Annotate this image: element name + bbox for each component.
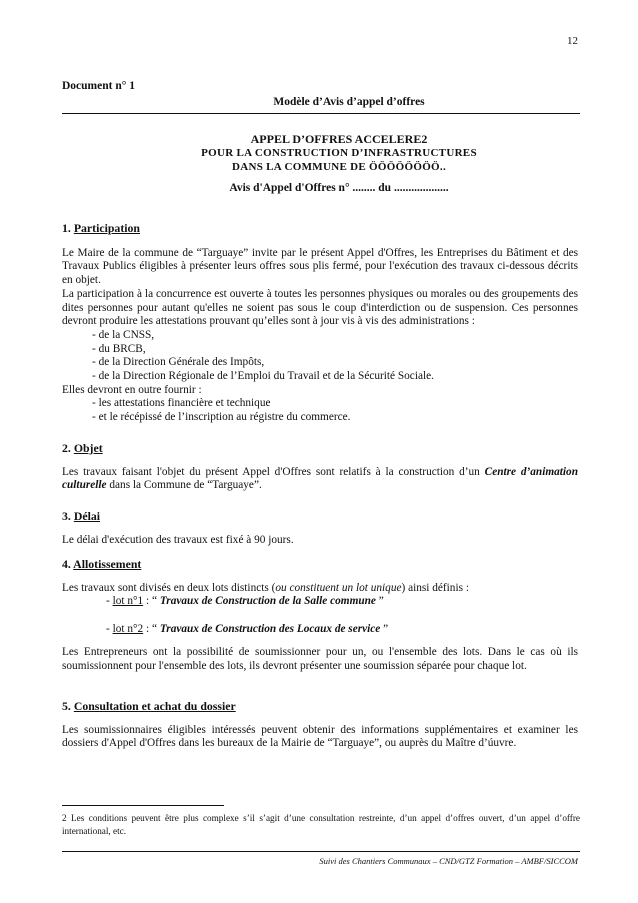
heading-line-2: POUR LA CONSTRUCTION D’INFRASTRUCTURES <box>201 147 477 159</box>
section-allotissement <box>62 558 578 673</box>
section-heading <box>62 510 578 524</box>
section-title: Consultation et achat du dossier <box>73 699 236 713</box>
paragraph <box>62 582 578 596</box>
section-number: 4. <box>62 557 71 571</box>
document-label: Document n° 1 <box>62 80 135 92</box>
section-number: 5. <box>62 699 71 713</box>
paragraph <box>62 466 578 493</box>
footnote-rule <box>62 805 224 806</box>
lot-item: - lot n°2 : “ Travaux de Construction des Locaux de service ” <box>106 623 389 636</box>
heading-line-1: APPEL D’OFFRES ACCELERE2 <box>250 132 428 146</box>
section-consultation <box>62 700 578 751</box>
paragraph: La participation à la concurrence est ouverte à toutes les personnes physiques ou morales ou des groupements des dites personnes pour autant qu'elles ne soient pas sous le coup d'interdiction ou de suspension. Ces personnes devront produire les attestations prouvant qu’elles sont à jour vis à vis des administrations : <box>62 287 578 328</box>
model-title: Modèle d’Avis d’appel d’offres <box>273 96 425 108</box>
section-title: Participation <box>73 221 140 235</box>
list-item: - du BRCB, <box>92 342 146 355</box>
paragraph: Les soumissionnaires éligibles intéressés peuvent obtenir des informations supplémentaires et examiner les dossiers d'Appel d'Offres dans les bureaux de la Mairie de “Targuaye”, ou auprès du Maître d’úuvre. <box>62 723 578 750</box>
page-number: 12 <box>567 35 578 47</box>
section-heading <box>62 442 578 456</box>
section-heading <box>62 222 578 236</box>
section-number: 3. <box>62 509 71 523</box>
text-run: dans la Commune de “Targuaye”. <box>106 479 262 492</box>
heading-line-4: Avis d'Appel d'Offres n° ........ du ................... <box>229 182 449 194</box>
section-participation <box>62 222 578 425</box>
page-footer: Suivi des Chantiers Communaux – CND/GTZ Formation – AMBF/SICCOM <box>319 856 578 866</box>
paragraph: Le délai d'exécution des travaux est fixé à 90 jours. <box>62 533 294 546</box>
lot-label: lot n°2 <box>112 623 144 636</box>
list-item: - de la Direction Régionale de l’Emploi du Travail et de la Sécurité Sociale. <box>92 370 434 383</box>
section-number: 1. <box>62 221 71 235</box>
text-run: Les travaux faisant l'objet du présent Appel d'Offres sont relatifs à la construction d’un <box>62 465 485 478</box>
footnote: 2 Les conditions peuvent être plus complexe s’il s’agit d’une consultation restreinte, d’un appel d’offres ouvert, d’un appel d’offre international, etc. <box>62 813 580 836</box>
paragraph: Le Maire de la commune de “Targuaye” invite par le présent Appel d'Offres, les Entreprises du Bâtiment et des Travaux Publics éligibles à présenter leurs offres sous plis fermé, pour l'exécution des travaux ci-dessous décrits en objet. <box>62 246 578 287</box>
section-title: Allotissement <box>73 557 142 571</box>
section-number: 2. <box>62 441 71 455</box>
list-item: - de la Direction Générale des Impôts, <box>92 356 265 369</box>
section-title: Délai <box>73 509 101 523</box>
text-run: Les travaux sont divisés en deux lots distincts ( <box>62 581 276 594</box>
footer-rule <box>62 851 580 852</box>
section-title: Objet <box>73 441 103 455</box>
list-item: - et le récépissé de l’inscription au régistre du commerce. <box>92 411 351 424</box>
text-run: ) ainsi définis : <box>401 581 469 594</box>
section-objet <box>62 442 578 493</box>
emphasis-text: ou constituent un lot unique <box>275 581 402 594</box>
list-item: - de la CNSS, <box>92 328 155 341</box>
emphasis-text: Centre d’animation culturelle <box>62 465 578 492</box>
lot-title: Travaux de Construction des Locaux de service <box>159 623 381 636</box>
lot-title: Travaux de Construction de la Salle commune <box>159 595 376 608</box>
section-heading <box>62 558 578 572</box>
title-rule <box>62 113 580 114</box>
section-heading <box>62 700 578 714</box>
lot-item: - lot n°1 : “ Travaux de Construction de la Salle commune ” <box>106 595 384 608</box>
paragraph: Les Entrepreneurs ont la possibilité de soumissionner pour un, ou l'ensemble des lots. Dans le cas où ils soumissionnent pour l'ensemble des lots, ils devront présenter une soumission séparée pour chaque lot. <box>62 645 578 672</box>
heading-line-3: DANS LA COMMUNE DE ÖÖÖÖÖÖÖÖ.. <box>231 161 447 173</box>
section-delai <box>62 510 578 547</box>
lot-label: lot n°1 <box>112 595 144 608</box>
list-item: - les attestations financière et technique <box>92 397 271 410</box>
paragraph: Elles devront en outre fournir : <box>62 383 202 396</box>
